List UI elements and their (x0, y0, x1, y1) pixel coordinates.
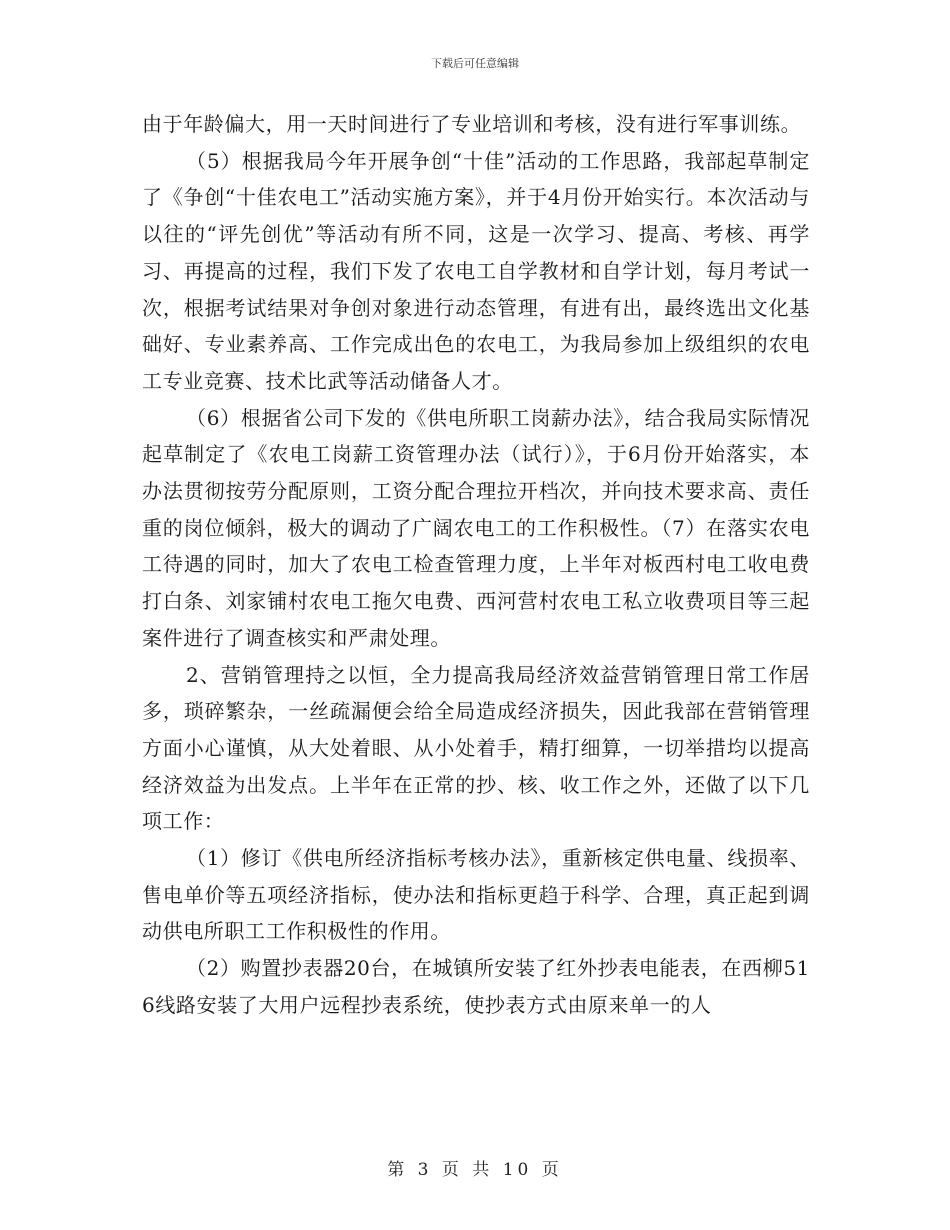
paragraph-6: （2）购置抄表器20台，在城镇所安装了红外抄表电能表，在西柳516线路安装了大用户远程抄表系统，使抄表方式由原来单一的人 (142, 956, 810, 1017)
page-footer: 第 3 页 共 10 页 (387, 1160, 563, 1180)
paragraph-4: 2、营销管理持之以恒，全力提高我局经济效益营销管理日常工作居多，琐碎繁杂，一丝疏漏便会给全局造成经济损失，因此我部在营销管理方面小心谨慎，从大处着眼、从小处着手，精打细算，一切举措均以提高经济效益为出发点。上半年在正常的抄、核、收工作之外，还做了以下几项工作： (142, 662, 810, 834)
paragraph-1: 由于年龄偏大，用一天时间进行了专业培训和考核，没有进行军事训练。 (142, 112, 802, 136)
paragraph-5: （1）修订《供电所经济指标考核办法》，重新核定供电量、线损率、售电单价等五项经济指标，使办法和指标更趋于科学、合理，真正起到调动供电所职工工作积极性的作用。 (142, 846, 810, 944)
document-body (142, 106, 810, 1024)
paragraph-2: （5）根据我局今年开展争创“十佳”活动的工作思路，我部起草制定了《争创“十佳农电工”活动实施方案》，并于4月份开始实行。本次活动与以往的“评先创优”等活动有所不同，这是一次学习、提高、考核、再学习、再提高的过程，我们下发了农电工自学教材和自学计划，每月考试一次，根据考试结果对争创对象进行动态管理，有进有出，最终选出文化基础好、专业素养高、工作完成出色的农电工，为我局参加上级组织的农电工专业竞赛、技术比武等活动储备人才。 (142, 148, 810, 393)
page-header: 下载后可任意编辑 (431, 57, 519, 70)
paragraph-3: （6）根据省公司下发的《供电所职工岗薪办法》，结合我局实际情况起草制定了《农电工岗薪工资管理办法（试行）》，于6月份开始落实，本办法贯彻按劳分配原则，工资分配合理拉开档次，并向技术要求高、责任重的岗位倾斜，极大的调动了广阔农电工的工作积极性。（7）在落实农电工待遇的同时，加大了农电工检查管理力度，上半年对板西村电工收电费打白条、刘家铺村农电工拖欠电费、西河营村农电工私立收费项目等三起案件进行了调查核实和严肃处理。 (142, 405, 810, 650)
